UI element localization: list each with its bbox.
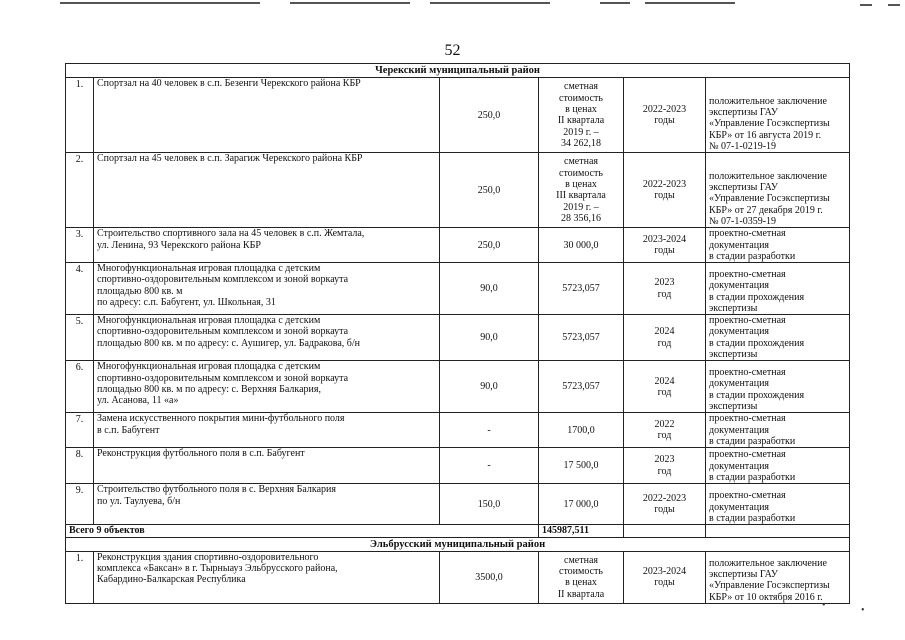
years-value: 2022-2023 годы	[624, 484, 706, 525]
object-name: Реконструкция футбольного поля в с.п. Бабугент	[94, 448, 440, 484]
row-number: 9.	[66, 484, 94, 525]
status-value: положительное заключение экспертизы ГАУ «Управление Госэкспертизы КБР» от 10 октября 2016 г.	[706, 551, 850, 603]
cost-value: 17 000,0	[539, 484, 624, 525]
total-empty	[706, 525, 850, 537]
area-value: 90,0	[440, 315, 539, 361]
status-value: проектно-сметная документация в стадии прохождения экспертизы	[706, 361, 850, 413]
scan-artifact	[888, 4, 900, 6]
cost-value: 5723,057	[539, 361, 624, 413]
total-label: Всего 9 объектов	[66, 525, 539, 537]
years-value: 2023 год	[624, 263, 706, 315]
section-title: Эльбрусский муниципальный район	[66, 537, 850, 551]
total-value: 145987,511	[539, 525, 624, 537]
section-header	[66, 537, 850, 551]
status-value: проектно-сметная документация в стадии разработки	[706, 448, 850, 484]
row-number: 4.	[66, 263, 94, 315]
row-number: 1.	[66, 78, 94, 153]
status-value: проектно-сметная документация в стадии прохождения экспертизы	[706, 315, 850, 361]
area-value: 250,0	[440, 153, 539, 228]
table-row	[66, 448, 850, 484]
years-value: 2022-2023 годы	[624, 153, 706, 228]
years-value: 2022-2023 годы	[624, 78, 706, 153]
table-row	[66, 484, 850, 525]
area-value: -	[440, 448, 539, 484]
table-row	[66, 413, 850, 448]
table-row	[66, 153, 850, 228]
object-name: Многофункциональная игровая площадка с детским спортивно-оздоровительным комплексом и зоной воркаута площадью 800 кв. м по адресу: с. Верхняя Балкария, ул. Асанова, 11 «а»	[94, 361, 440, 413]
years-value: 2024 год	[624, 315, 706, 361]
scan-mark: •	[861, 605, 865, 616]
area-value: 250,0	[440, 228, 539, 263]
scan-artifact	[60, 2, 260, 4]
area-value: -	[440, 413, 539, 448]
section-header	[66, 64, 850, 78]
status-value: проектно-сметная документация в стадии прохождения экспертизы	[706, 263, 850, 315]
status-value: положительное заключение экспертизы ГАУ «Управление Госэкспертизы КБР» от 16 августа 2019 г. № 07-1-0219-19	[706, 78, 850, 153]
row-number: 7.	[66, 413, 94, 448]
object-name: Строительство спортивного зала на 45 человек в с.п. Жемтала, ул. Ленина, 93 Черекского района КБР	[94, 228, 440, 263]
cost-value: 1700,0	[539, 413, 624, 448]
years-value: 2024 год	[624, 361, 706, 413]
area-value: 150,0	[440, 484, 539, 525]
cost-value: сметная стоимость в ценах II квартала 2019 г. – 34 262,18	[539, 78, 624, 153]
cost-value: 17 500,0	[539, 448, 624, 484]
total-empty	[624, 525, 706, 537]
scan-artifact	[860, 4, 872, 6]
object-name: Замена искусственного покрытия мини-футбольного поля в с.п. Бабугент	[94, 413, 440, 448]
years-value: 2022 год	[624, 413, 706, 448]
scan-artifact	[430, 2, 550, 4]
row-number: 1.	[66, 551, 94, 603]
total-row	[66, 525, 850, 537]
cost-value: сметная стоимость в ценах III квартала 2019 г. – 28 356,16	[539, 153, 624, 228]
page-number: 52	[444, 42, 461, 59]
section-title: Черекский муниципальный район	[66, 64, 850, 78]
row-number: 8.	[66, 448, 94, 484]
cost-value: 5723,057	[539, 315, 624, 361]
scan-artifact	[600, 2, 630, 4]
area-value: 90,0	[440, 361, 539, 413]
object-name: Реконструкция здания спортивно-оздоровительного комплекса «Баксан» в г. Тырныауз Эльбрусского района, Кабардино-Балкарская Республика	[94, 551, 440, 603]
object-name: Спортзал на 40 человек в с.п. Безенги Черекского района КБР	[94, 78, 440, 153]
scan-artifact	[290, 2, 410, 4]
object-name: Строительство футбольного поля в с. Верхняя Балкария по ул. Таулуева, б/н	[94, 484, 440, 525]
table-row	[66, 263, 850, 315]
scan-artifact	[645, 2, 735, 4]
row-number: 5.	[66, 315, 94, 361]
status-value: проектно-сметная документация в стадии разработки	[706, 228, 850, 263]
status-value: положительное заключение экспертизы ГАУ «Управление Госэкспертизы КБР» от 27 декабря 2019 г. № 07-1-0359-19	[706, 153, 850, 228]
scan-mark: •	[822, 600, 826, 611]
area-value: 3500,0	[440, 551, 539, 603]
table-row	[66, 315, 850, 361]
table-row	[66, 78, 850, 153]
area-value: 90,0	[440, 263, 539, 315]
years-value: 2023-2024 годы	[624, 228, 706, 263]
status-value: проектно-сметная документация в стадии разработки	[706, 484, 850, 525]
years-value: 2023-2024 годы	[624, 551, 706, 603]
table-row	[66, 228, 850, 263]
table-row	[66, 361, 850, 413]
cost-value: 30 000,0	[539, 228, 624, 263]
years-value: 2023 год	[624, 448, 706, 484]
table-row	[66, 551, 850, 603]
objects-table	[65, 63, 850, 604]
object-name: Многофункциональная игровая площадка с детским спортивно-оздоровительным комплексом и зоной воркаута площадью 800 кв. м по адресу: с. Аушигер, ул. Бадракова, б/н	[94, 315, 440, 361]
area-value: 250,0	[440, 78, 539, 153]
object-name: Спортзал на 45 человек в с.п. Зарагиж Черекского района КБР	[94, 153, 440, 228]
status-value: проектно-сметная документация в стадии разработки	[706, 413, 850, 448]
object-name: Многофункциональная игровая площадка с детским спортивно-оздоровительным комплексом и зоной воркаута площадью 800 кв. м по адресу: с.п. Бабугент, ул. Школьная, 31	[94, 263, 440, 315]
cost-value: 5723,057	[539, 263, 624, 315]
row-number: 6.	[66, 361, 94, 413]
cost-value: сметная стоимость в ценах II квартала	[539, 551, 624, 603]
row-number: 3.	[66, 228, 94, 263]
row-number: 2.	[66, 153, 94, 228]
